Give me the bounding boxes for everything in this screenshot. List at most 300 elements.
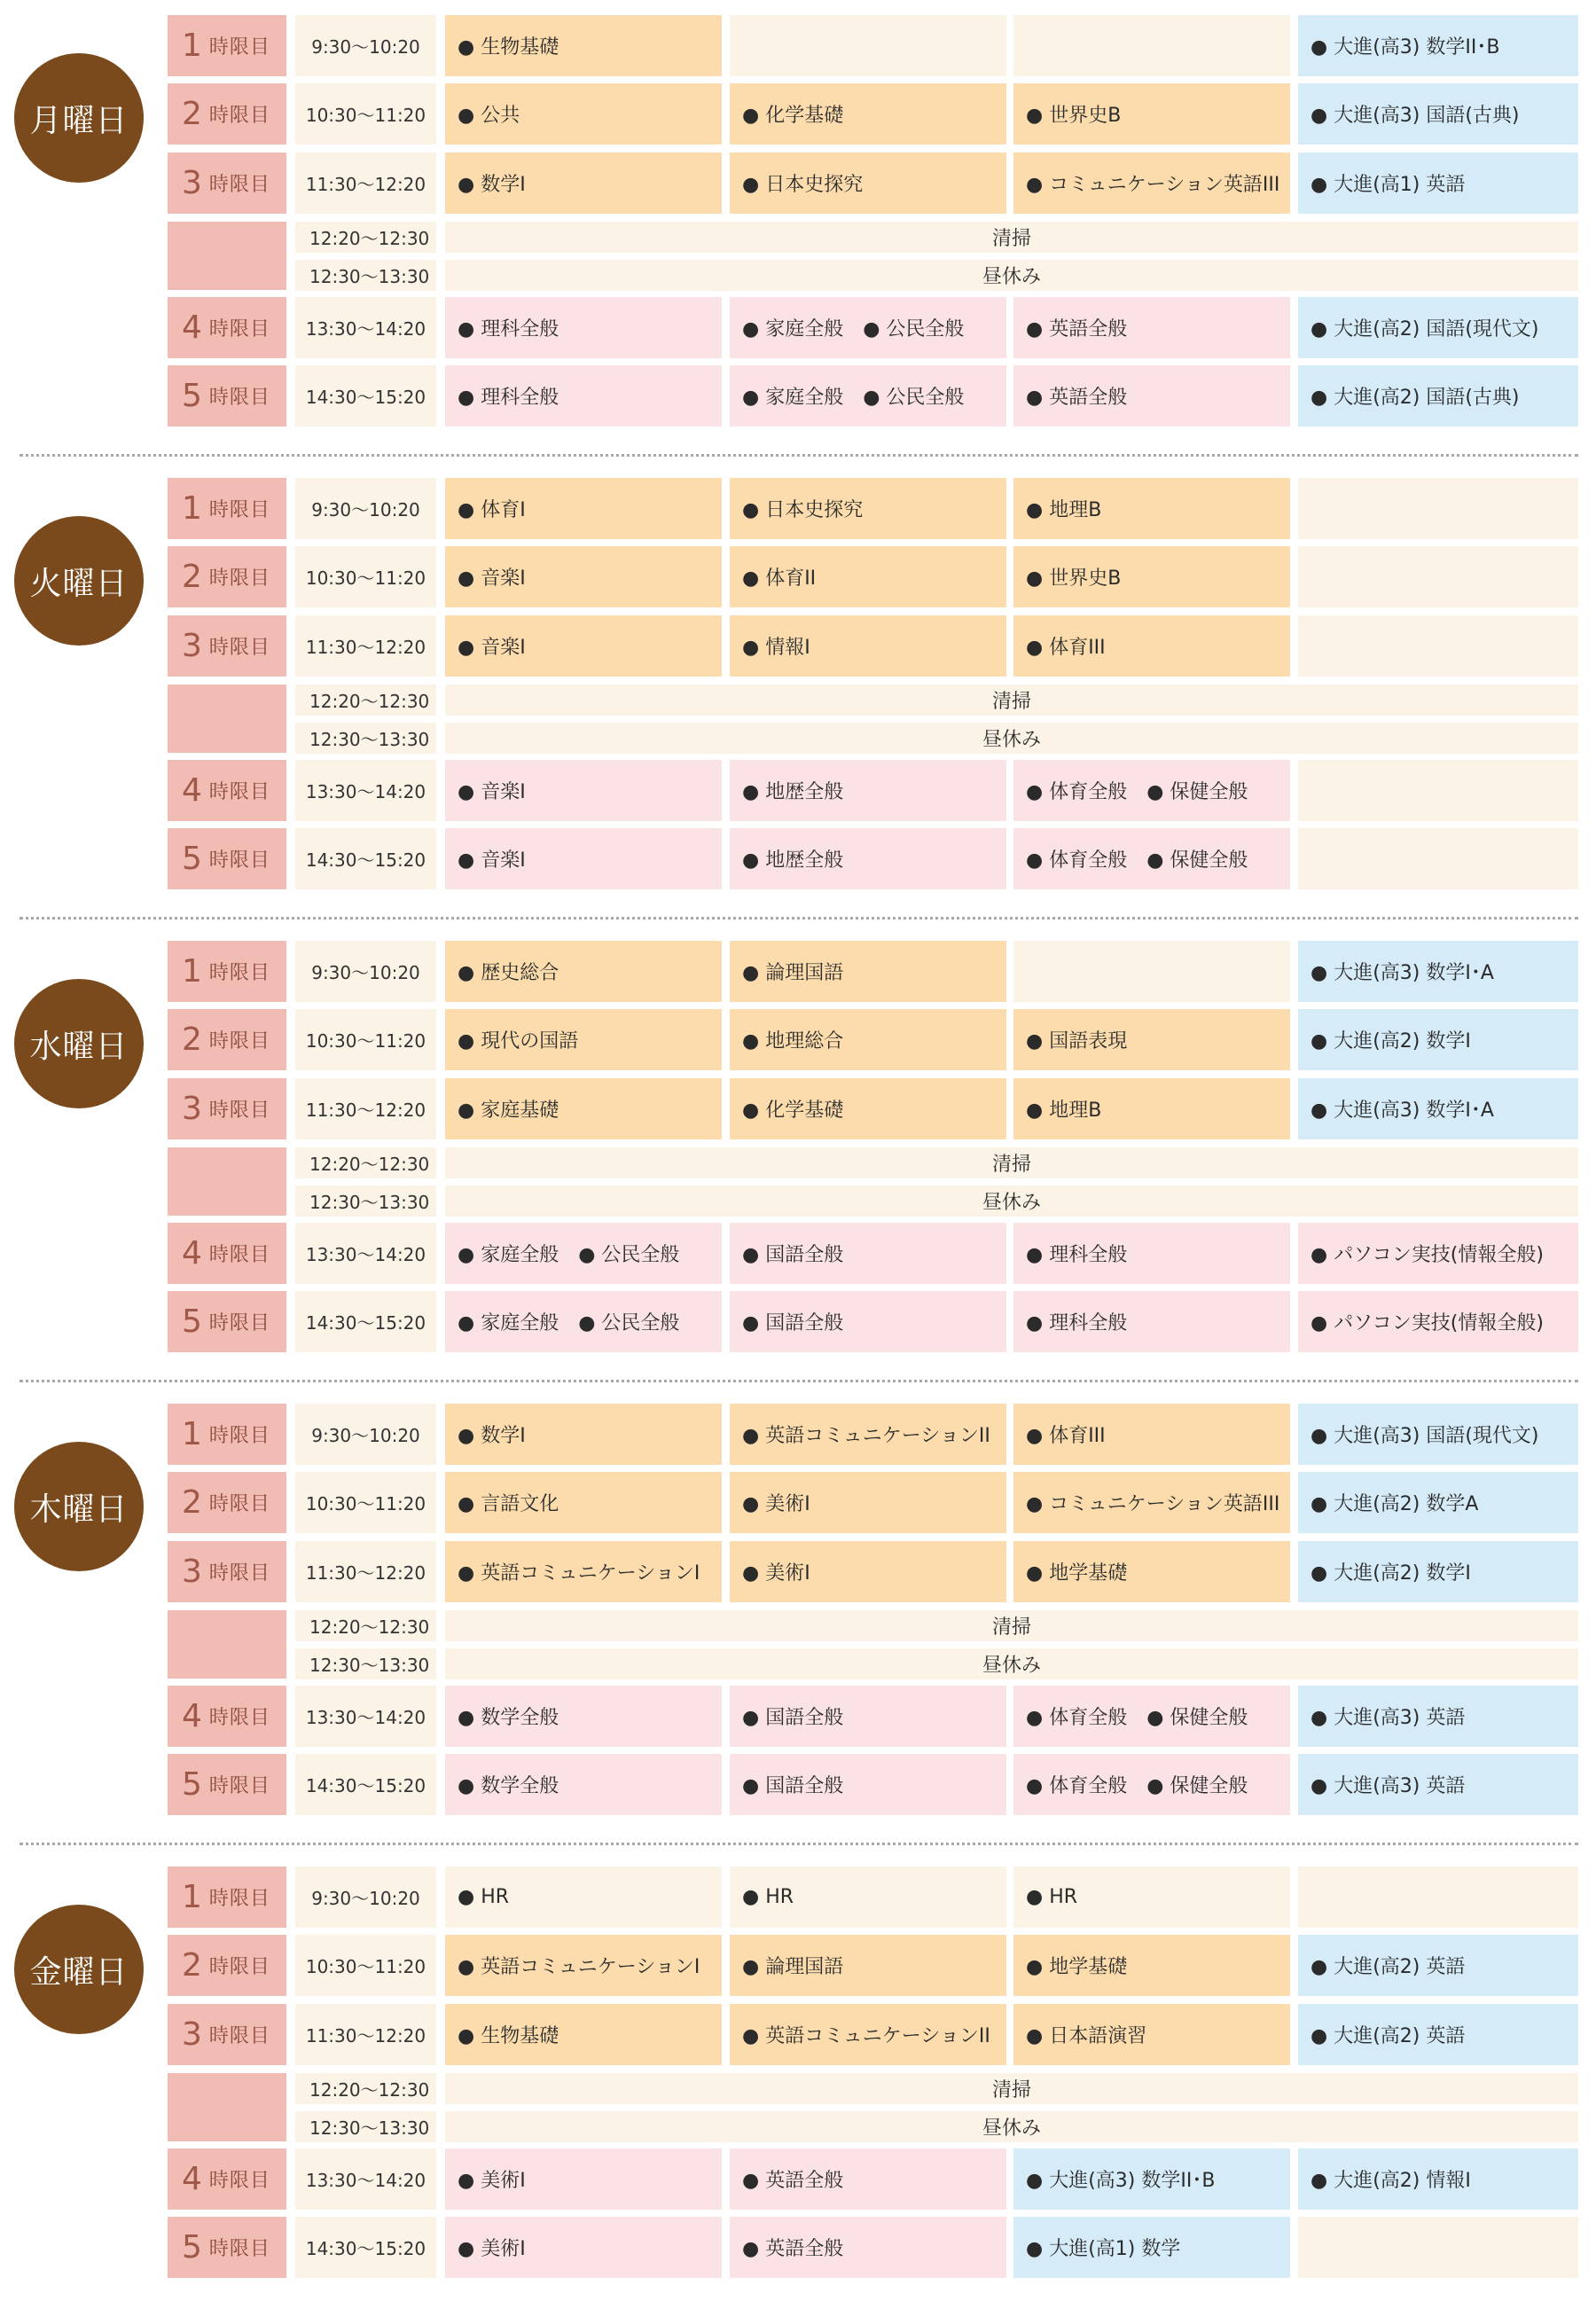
subject-item: ● 日本史探究 [742,174,864,196]
break-time: 12:30〜13:30 [295,260,436,291]
break-notice: 清掃 [445,685,1578,716]
subject-item: ● 家庭全般 [742,387,844,409]
break-time: 12:20〜12:30 [295,685,436,716]
subject-cell [445,760,722,821]
subject-item: ● 大進(高1) 英語 [1310,174,1466,196]
subject-cell [1298,1541,1578,1602]
subject-cell [1298,1404,1578,1465]
period-label [168,1291,286,1352]
subject-item: ● 数学全般 [458,1707,559,1729]
period-label [168,15,286,76]
subject-cell [445,1472,722,1533]
subject-cell [1013,1078,1290,1139]
subject-item: ● 国語全般 [742,1775,844,1797]
subject-item: ● 世界史B [1026,105,1122,127]
period-number: 5 [182,377,202,414]
period-time: 10:30〜11:20 [295,1935,436,1996]
day-label: 水曜日 [14,979,144,1108]
period-label [168,1541,286,1602]
period-number: 2 [182,95,202,132]
subject-item: ● 大進(高2) 数学I [1310,1562,1471,1585]
period-label [168,153,286,214]
subject-cell [445,1404,722,1465]
subject-item: ● 地学基礎 [1026,1562,1128,1585]
subject-item: ● 地歴全般 [742,781,844,803]
subject-item: ● 英語コミュニケーションII [742,2025,990,2047]
subject-item: ● 大進(高3) 数学II･B [1310,36,1500,59]
break-time: 12:30〜13:30 [295,1648,436,1679]
period-row [0,2217,1596,2278]
subject-item: ● 体育全般 [1026,849,1128,872]
period-row [0,2148,1596,2210]
subject-item: ● 地学基礎 [1026,1956,1128,1978]
period-label [168,1867,286,1928]
subject-cell [445,1754,722,1815]
period-label [168,760,286,821]
break-notice: 昼休み [445,723,1578,754]
subject-item: ● 大進(高3) 国語(古典) [1310,105,1520,127]
subject-item: ● 大進(高3) 数学I･A [1310,1100,1494,1122]
subject-cell [1298,15,1578,76]
subject-cell [445,615,722,677]
subject-cell [1298,1754,1578,1815]
subject-item: ● 大進(高2) 数学A [1310,1493,1479,1515]
subject-item: ● 体育全般 [1026,1707,1128,1729]
subject-item: ● 体育I [458,499,526,521]
break-time: 12:20〜12:30 [295,1147,436,1178]
day-divider [20,454,1578,457]
period-number: 3 [182,2015,202,2053]
subject-cell [730,546,1006,607]
period-suffix: 時限目 [208,2170,270,2192]
subject-cell [1298,1223,1578,1284]
period-suffix: 時限目 [208,1775,270,1797]
break-notice: 清掃 [445,222,1578,253]
period-row [0,2004,1596,2065]
subject-cell [730,297,1006,358]
period-row [0,1009,1596,1070]
period-row [0,1472,1596,1533]
subject-cell [1013,1686,1290,1747]
subject-item: ● 大進(高2) 国語(現代文) [1310,318,1539,340]
subject-cell [1298,2217,1578,2278]
period-number: 4 [182,771,202,809]
subject-cell [445,2217,722,2278]
period-row [0,1541,1596,1602]
period-time: 14:30〜15:20 [295,1754,436,1815]
subject-cell [1298,83,1578,145]
period-row [0,15,1596,76]
day-section [0,1404,1596,1838]
subject-item: ● 大進(高2) 英語 [1310,1956,1466,1978]
subject-item: ● 数学I [458,1425,526,1447]
day-label: 金曜日 [14,1905,144,2034]
period-label [168,2004,286,2065]
subject-cell [1013,1472,1290,1533]
period-time: 9:30〜10:20 [295,1867,436,1928]
subject-item: ● コミュニケーション英語III [1026,1493,1280,1515]
period-time: 13:30〜14:20 [295,1686,436,1747]
subject-item: ● 大進(高3) 数学II･B [1026,2170,1216,2192]
subject-item: ● 美術I [742,1493,810,1515]
subject-item: ● 言語文化 [458,1493,559,1515]
period-row [0,297,1596,358]
period-number: 4 [182,309,202,346]
subject-item: ● 国語全般 [742,1244,844,1266]
period-time: 9:30〜10:20 [295,941,436,1002]
subject-cell [445,478,722,539]
period-number: 5 [182,2228,202,2266]
subject-item: ● 美術I [742,1562,810,1585]
subject-cell [1298,1078,1578,1139]
subject-cell [1013,1867,1290,1928]
subject-cell [1013,1291,1290,1352]
subject-item: ● 理科全般 [458,318,559,340]
period-number: 1 [182,489,202,527]
subject-item: ● 保健全般 [1146,1707,1248,1729]
period-time: 14:30〜15:20 [295,828,436,889]
subject-cell [1013,1935,1290,1996]
subject-item: ● 情報I [742,637,810,659]
period-label [168,297,286,358]
period-row [0,828,1596,889]
subject-cell [1013,2004,1290,2065]
subject-cell [445,153,722,214]
day-divider [20,1843,1578,1845]
period-time: 10:30〜11:20 [295,1472,436,1533]
subject-cell [730,83,1006,145]
day-divider [20,917,1578,920]
subject-cell [1013,15,1290,76]
subject-cell [1013,546,1290,607]
period-number: 4 [182,2160,202,2197]
subject-item: ● 化学基礎 [742,1100,844,1122]
period-label [168,615,286,677]
period-label [168,546,286,607]
subject-item: ● 大進(高3) 数学I･A [1310,962,1494,984]
break-notice: 昼休み [445,2111,1578,2142]
subject-cell [730,365,1006,427]
period-row [0,615,1596,677]
subject-item: ● 理科全般 [1026,1244,1128,1266]
period-time: 13:30〜14:20 [295,1223,436,1284]
subject-item: ● 国語全般 [742,1707,844,1729]
period-suffix: 時限目 [208,637,270,659]
period-label [168,1078,286,1139]
period-number: 3 [182,1090,202,1127]
subject-item: ● 歴史総合 [458,962,559,984]
subject-cell [1013,83,1290,145]
subject-item: ● 地理総合 [742,1030,844,1053]
period-time: 11:30〜12:20 [295,2004,436,2065]
subject-cell [445,1686,722,1747]
day-section [0,15,1596,450]
period-time: 10:30〜11:20 [295,546,436,607]
period-suffix: 時限目 [208,105,270,127]
subject-item: ● 英語全般 [1026,318,1128,340]
subject-cell [445,1009,722,1070]
subject-cell [730,1223,1006,1284]
break-notice: 昼休み [445,260,1578,291]
break-notice: 清掃 [445,1610,1578,1641]
subject-cell [1298,828,1578,889]
subject-item: ● 英語全般 [742,2238,844,2260]
period-number: 3 [182,164,202,201]
period-suffix: 時限目 [208,1244,270,1266]
subject-item: ● 公民全般 [578,1244,680,1266]
subject-cell [1013,297,1290,358]
subject-item: ● 家庭全般 [458,1244,559,1266]
subject-cell [445,941,722,1002]
subject-cell [730,941,1006,1002]
period-suffix: 時限目 [208,2238,270,2260]
subject-cell [1298,2004,1578,2065]
period-time: 9:30〜10:20 [295,478,436,539]
subject-cell [730,2004,1006,2065]
break-time: 12:20〜12:30 [295,222,436,253]
period-number: 5 [182,840,202,877]
subject-cell [1013,2148,1290,2210]
period-row [0,365,1596,427]
cleaning-row [0,685,1596,716]
period-label [168,2148,286,2210]
subject-cell [1013,615,1290,677]
subject-cell [445,2004,722,2065]
period-suffix: 時限目 [208,781,270,803]
subject-cell [445,2148,722,2210]
subject-item: ● 英語コミュニケーションI [458,1562,700,1585]
subject-cell [1298,365,1578,427]
subject-cell [730,1935,1006,1996]
subject-item: ● 理科全般 [458,387,559,409]
period-row [0,941,1596,1002]
period-suffix: 時限目 [208,1562,270,1585]
period-row [0,1754,1596,1815]
period-row [0,1291,1596,1352]
subject-cell [445,1291,722,1352]
subject-cell [1013,1541,1290,1602]
subject-cell [1298,1009,1578,1070]
period-time: 10:30〜11:20 [295,1009,436,1070]
subject-item: ● 大進(高2) 数学I [1310,1030,1471,1053]
period-number: 5 [182,1303,202,1340]
subject-item: ● 公民全般 [863,318,965,340]
period-label [168,828,286,889]
subject-item: ● 数学I [458,174,526,196]
subject-cell [1013,478,1290,539]
subject-item: ● 地理B [1026,499,1102,521]
period-row [0,546,1596,607]
period-row [0,1935,1596,1996]
subject-cell [730,478,1006,539]
break-time: 12:30〜13:30 [295,2111,436,2142]
subject-cell [445,1223,722,1284]
period-suffix: 時限目 [208,387,270,409]
period-suffix: 時限目 [208,1100,270,1122]
period-row [0,83,1596,145]
period-time: 11:30〜12:20 [295,615,436,677]
subject-cell [1013,760,1290,821]
subject-cell [730,760,1006,821]
subject-item: ● 英語コミュニケーションII [742,1425,990,1447]
subject-item: ● 大進(高3) 国語(現代文) [1310,1425,1539,1447]
day-section [0,478,1596,912]
period-row [0,1867,1596,1928]
break-time: 12:20〜12:30 [295,1610,436,1641]
subject-cell [1298,1291,1578,1352]
break-notice: 清掃 [445,1147,1578,1178]
period-suffix: 時限目 [208,1888,270,1910]
subject-cell [445,297,722,358]
subject-cell [445,1541,722,1602]
subject-item: ● 家庭基礎 [458,1100,559,1122]
period-label [168,1009,286,1070]
subject-cell [1298,941,1578,1002]
period-time: 13:30〜14:20 [295,297,436,358]
period-label [168,1754,286,1815]
period-time: 13:30〜14:20 [295,2148,436,2210]
subject-cell [445,15,722,76]
period-suffix: 時限目 [208,2025,270,2047]
subject-item: ● コミュニケーション英語III [1026,174,1280,196]
subject-item: ● 国語全般 [742,1312,844,1334]
period-time: 14:30〜15:20 [295,1291,436,1352]
subject-cell [1298,615,1578,677]
day-label: 木曜日 [14,1442,144,1571]
period-time: 14:30〜15:20 [295,365,436,427]
subject-item: ● HR [458,1886,510,1908]
subject-cell [730,1754,1006,1815]
subject-item: ● 英語コミュニケーションI [458,1956,700,1978]
subject-cell [445,1935,722,1996]
subject-item: ● 英語全般 [742,2170,844,2192]
lunch-row [0,1648,1596,1679]
subject-item: ● 体育III [1026,637,1106,659]
cleaning-row [0,2073,1596,2104]
cleaning-row [0,1610,1596,1641]
period-time: 10:30〜11:20 [295,83,436,145]
subject-cell [730,615,1006,677]
period-number: 2 [182,1021,202,1058]
subject-item: ● 体育全般 [1026,1775,1128,1797]
subject-item: ● 現代の国語 [458,1030,579,1053]
subject-cell [1013,153,1290,214]
subject-cell [1013,1404,1290,1465]
period-suffix: 時限目 [208,962,270,984]
break-notice: 昼休み [445,1648,1578,1679]
subject-cell [730,1686,1006,1747]
period-time: 14:30〜15:20 [295,2217,436,2278]
subject-item: ● 音楽I [458,637,526,659]
period-time: 11:30〜12:20 [295,1541,436,1602]
subject-cell [730,1867,1006,1928]
period-number: 2 [182,1946,202,1984]
period-time: 9:30〜10:20 [295,15,436,76]
subject-cell [1013,2217,1290,2278]
subject-cell [1013,1009,1290,1070]
subject-item: ● HR [1026,1886,1078,1908]
period-suffix: 時限目 [208,1425,270,1447]
subject-item: ● 生物基礎 [458,36,559,59]
period-number: 1 [182,1415,202,1452]
period-number: 4 [182,1697,202,1734]
day-label: 火曜日 [14,516,144,646]
subject-item: ● 体育II [742,567,817,590]
period-row [0,1223,1596,1284]
subject-item: ● 美術I [458,2238,526,2260]
subject-item: ● 理科全般 [1026,1312,1128,1334]
period-number: 5 [182,1765,202,1803]
subject-item: ● 化学基礎 [742,105,844,127]
subject-item: ● 体育III [1026,1425,1106,1447]
subject-cell [1013,1223,1290,1284]
period-number: 1 [182,952,202,990]
lunch-row [0,2111,1596,2142]
subject-cell [445,83,722,145]
period-suffix: 時限目 [208,1030,270,1053]
subject-item: ● 美術I [458,2170,526,2192]
period-label [168,941,286,1002]
subject-item: ● 生物基礎 [458,2025,559,2047]
subject-item: ● 英語全般 [1026,387,1128,409]
day-label: 月曜日 [14,53,144,183]
break-time: 12:30〜13:30 [295,1186,436,1217]
period-time: 9:30〜10:20 [295,1404,436,1465]
subject-cell [1298,478,1578,539]
subject-item: ● 公共 [458,105,520,127]
subject-item: ● 日本史探究 [742,499,864,521]
period-label [168,1404,286,1465]
period-number: 4 [182,1234,202,1272]
subject-item: ● 公民全般 [863,387,965,409]
subject-cell [1298,1867,1578,1928]
subject-item: ● パソコン実技(情報全般) [1310,1244,1544,1266]
period-label [168,2217,286,2278]
subject-item: ● 日本語演習 [1026,2025,1147,2047]
period-suffix: 時限目 [208,318,270,340]
period-time: 11:30〜12:20 [295,153,436,214]
subject-cell [730,2148,1006,2210]
subject-item: ● 国語表現 [1026,1030,1128,1053]
period-label [168,83,286,145]
subject-cell [445,1078,722,1139]
subject-item: ● 地歴全般 [742,849,844,872]
subject-item: ● 家庭全般 [742,318,844,340]
period-label [168,1223,286,1284]
period-number: 3 [182,1553,202,1590]
subject-item: ● 世界史B [1026,567,1122,590]
period-row [0,153,1596,214]
subject-cell [1298,1472,1578,1533]
subject-item: ● 公民全般 [578,1312,680,1334]
subject-cell [730,1009,1006,1070]
subject-cell [1298,2148,1578,2210]
subject-cell [445,828,722,889]
period-label [168,1472,286,1533]
break-notice: 清掃 [445,2073,1578,2104]
subject-cell [445,546,722,607]
period-suffix: 時限目 [208,1312,270,1334]
day-divider [20,1380,1578,1382]
subject-cell [1298,297,1578,358]
subject-item: ● 数学全般 [458,1775,559,1797]
period-row [0,1078,1596,1139]
subject-cell [1013,828,1290,889]
period-label [168,1935,286,1996]
period-label [168,478,286,539]
lunch-row [0,1186,1596,1217]
subject-item: ● 保健全般 [1146,1775,1248,1797]
